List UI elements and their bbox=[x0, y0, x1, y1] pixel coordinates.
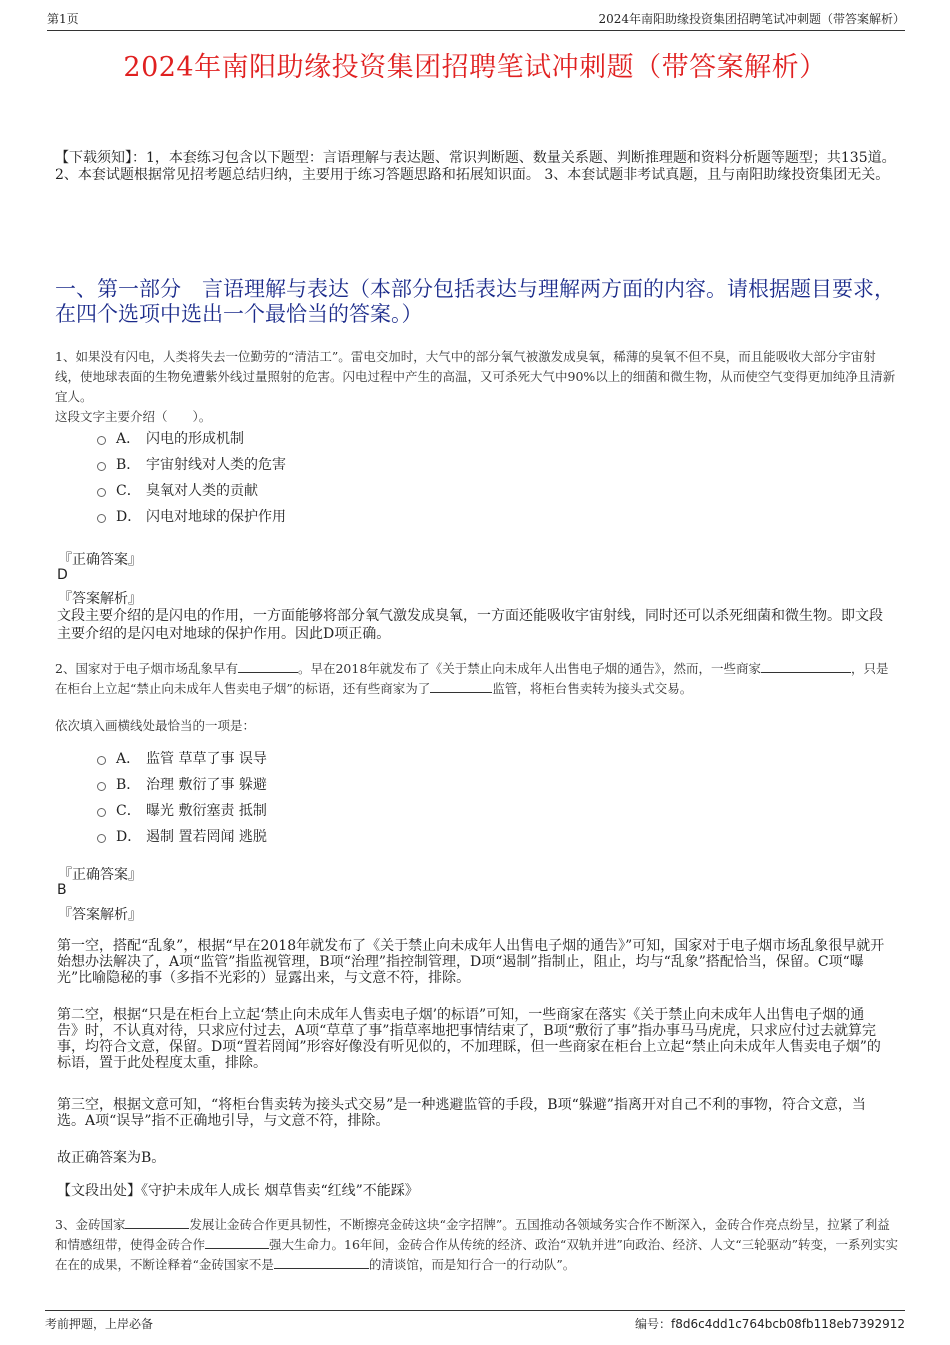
question-1-options bbox=[97, 425, 286, 529]
option-a[interactable]: A． 闪电的形成机制 bbox=[97, 425, 286, 451]
question-2-ask: 依次填入画横线处最恰当的一项是： bbox=[55, 718, 256, 733]
document-title: 2024年南阳助缘投资集团招聘笔试冲刺题（带答案解析） bbox=[123, 52, 827, 83]
blank-line bbox=[761, 659, 851, 673]
page-footer bbox=[45, 1310, 905, 1335]
blank-line bbox=[238, 659, 298, 673]
blank-line bbox=[274, 1255, 369, 1269]
document-code: 编号：f8d6c4dd1c764bcb08fb118eb7392912 bbox=[634, 1316, 905, 1331]
radio-icon[interactable] bbox=[97, 514, 106, 523]
analysis-text: 文段主要介绍的是闪电的作用，一方面能够将部分氧气激发成臭氧，一方面还能吸收宇宙射线，同时还可以杀死细菌和微生物。即文段主要介绍的是闪电对地球的保护作用。因此D项正确。 bbox=[57, 608, 883, 642]
radio-icon[interactable] bbox=[97, 756, 106, 765]
option-b[interactable]: B． 宇宙射线对人类的危害 bbox=[97, 451, 286, 477]
footer-slogan: 考前押题，上岸必备 bbox=[45, 1316, 154, 1331]
option-c[interactable]: C． 曝光 敷衍塞责 抵制 bbox=[97, 797, 267, 823]
question-3-text: 3、金砖国家 发展让金砖合作更具韧性，不断擦亮金砖这块“金字招牌”。五国推动各领域务实合作不断深入，金砖合作亮点纷呈，拉紧了利益和情感纽带，使得金砖合作 强大生命力。16年间，金砖合作从传统的经济、政治“双轨并进”向政治、经济、人文“三轮驱动”转变，一系列实实在在的成果，不断诠释着“金砖国家不是 的清谈馆，而是知行合一的行动队”。 bbox=[55, 1217, 898, 1272]
section-heading: 一、第一部分 言语理解与表达（本部分包括表达与理解两方面的内容。请根据题目要求，在四个选项中选出一个最恰当的答案。） bbox=[55, 277, 895, 326]
radio-icon[interactable] bbox=[97, 462, 106, 471]
analysis-paragraph-1: 第一空，搭配“乱象”，根据“早在2018年就发布了《关于禁止向未成年人出售电子烟的通告》”可知，国家对于电子烟市场乱象很早就开始想办法解决了，A项“监管”指监视管理，B项“治理”指控制管理，D项“遏制”指制止，阻止，均与“乱象”搭配恰当，保留。C项“曝光”比喻隐秘的事（多指不光彩的）显露出来，与文意不符，排除。 bbox=[57, 938, 885, 986]
header-doc-title: 2024年南阳助缘投资集团招聘笔试冲刺题（带答案解析） bbox=[598, 12, 905, 26]
question-1-ask: 这段文字主要介绍（ ）。 bbox=[55, 409, 212, 424]
question-2-options bbox=[97, 745, 267, 849]
page-header bbox=[47, 10, 905, 31]
analysis-paragraph-3: 第三空，根据文意可知，“将柜台售卖转为接头式交易”是一种逃避监管的手段，B项“躲避”指离开对自己不利的事物，符合文意，当选。A项“误导”指不正确地引导，与文意不符，排除。 bbox=[57, 1097, 866, 1129]
analysis-label: 『答案解析』 bbox=[58, 591, 142, 607]
analysis-paragraph-2: 第二空，根据“只是在柜台上立起‘禁止向未成年人售卖电子烟’的标语”可知，一些商家在落实《关于禁止向未成年人出售电子烟的通告》时，不认真对待，只求应付过去，A项“草草了事”指草率地把事情结束了，B项“敷衍了事”指办事马马虎虎，只求应付过去就算完事，均符合文意，保留。D项“置若罔闻”形容好像没有听见似的，不加理睬，但一些商家在柜台上立起“禁止向未成年人售卖电子烟”的标语，置于此处程度太重，排除。 bbox=[57, 1007, 881, 1071]
analysis-label: 『答案解析』 bbox=[58, 907, 142, 923]
question-1-text: 1、如果没有闪电，人类将失去一位勤劳的“清洁工”。雷电交加时，大气中的部分氧气被激发成臭氧，稀薄的臭氧不但不臭，而且能吸收大部分宇宙射线，使地球表面的生物免遭紫外线过量照射的危害。闪电过程中产生的高温，又可杀死大气中90%以上的细菌和微生物，从而使空气变得更加纯净且清新宜人。 bbox=[55, 349, 896, 404]
option-b[interactable]: B． 治理 敷衍了事 躲避 bbox=[97, 771, 267, 797]
option-d[interactable]: D． 遏制 置若罔闻 逃脱 bbox=[97, 823, 267, 849]
answer-label: 『正确答案』 bbox=[58, 867, 142, 883]
answer-value: B bbox=[57, 882, 67, 898]
radio-icon[interactable] bbox=[97, 436, 106, 445]
download-notice: 【下载须知】：1，本套练习包含以下题型：言语理解与表达题、常识判断题、数量关系题、判断推理题和资料分析题等题型；共135道。 2、本套试题根据常见招考题总结归纳，主要用于练习答题思路和拓展知识面。 3、本套试题非考试真题，且与南阳助缘投资集团无关。 bbox=[55, 150, 896, 183]
radio-icon[interactable] bbox=[97, 488, 106, 497]
page-number: 第1页 bbox=[47, 12, 79, 26]
blank-line bbox=[430, 679, 492, 693]
question-2-text: 2、国家对于电子烟市场乱象早有 。早在2018年就发布了《关于禁止向未成年人出售电子烟的通告》，然而，一些商家 ，只是在柜台上立起“禁止向未成年人售卖电子烟”的标语，还有些商家为了 监管，将柜台售卖转为接头式交易。 bbox=[55, 661, 889, 696]
answer-value: D bbox=[57, 567, 68, 583]
option-c[interactable]: C． 臭氧对人类的贡献 bbox=[97, 477, 286, 503]
option-a[interactable]: A． 监管 草草了事 误导 bbox=[97, 745, 267, 771]
radio-icon[interactable] bbox=[97, 808, 106, 817]
radio-icon[interactable] bbox=[97, 834, 106, 843]
analysis-conclusion: 故正确答案为B。 bbox=[57, 1150, 166, 1166]
radio-icon[interactable] bbox=[97, 782, 106, 791]
answer-label: 『正确答案』 bbox=[58, 552, 142, 568]
passage-source: 【文段出处】《守护未成年人成长 烟草售卖“红线”不能踩》 bbox=[57, 1183, 419, 1199]
blank-line bbox=[125, 1215, 189, 1229]
option-d[interactable]: D． 闪电对地球的保护作用 bbox=[97, 503, 286, 529]
blank-line bbox=[205, 1235, 269, 1249]
